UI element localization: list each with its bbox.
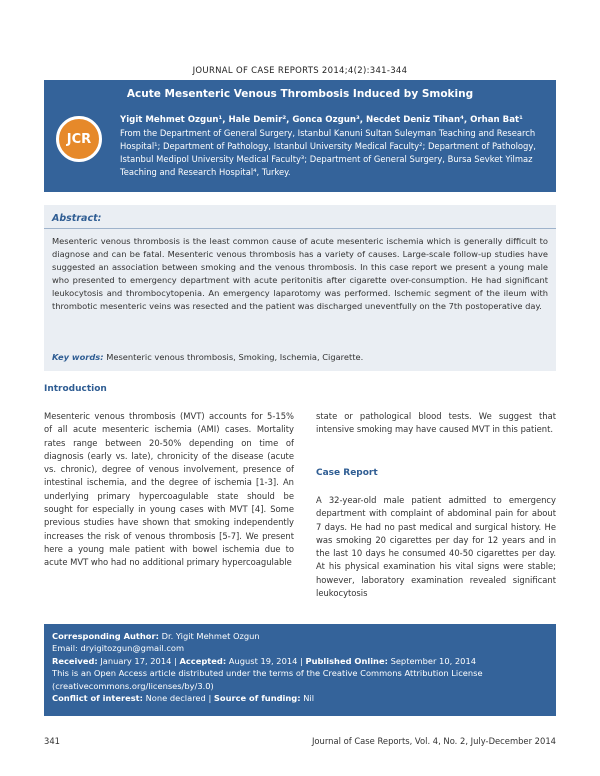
introduction-heading: Introduction <box>44 384 107 394</box>
case-report-text: A 32-year-old male patient admitted to emergency department with complaint of abdominal pain for about 7 days. He had no past medical and surgical history. He was smoking 20 cigarettes per day for 12 years and in the last 10 days he consumed 40-50 cigarettes per day. At his physical examination his vital signs were stable; however, laboratory examination revealed significant leukocytosis <box>316 495 556 599</box>
introduction-continuation: state or pathological blood tests. We suggest that intensive smoking may have caused MVT in this patient. <box>316 411 556 435</box>
corresponding-author: Dr. Yigit Mehmet Ozgun <box>161 631 260 641</box>
footer-journal-info: Journal of Case Reports, Vol. 4, No. 2, July-December 2014 <box>311 736 556 746</box>
abstract-box <box>44 205 556 371</box>
abstract-text: Mesenteric venous thrombosis is the least common cause of acute mesenteric ischemia which is generally difficult to diagnose and can be fatal. Mesenteric venous thrombosis has a variety of causes. Large-scale follow-up studies have suggested an association between smoking and the venous thrombosis. In this case report we present a young male who presented to emergency department with acute peritonitis after cigarette over-consumption. He had significant leukocytosis and thrombocytopenia. An emergency laparotomy was performed. Ischemic segment of the ileum with thrombotic mesenteric veins was resected and the patient was discharged uneventfully on the 7th postoperative day. <box>52 236 548 312</box>
keywords <box>52 352 548 362</box>
keywords-label: Key words: <box>52 352 104 362</box>
conflict-line: Conflict of interest: None declared | Source of funding: Nil <box>52 693 315 704</box>
author-list: Yigit Mehmet Ozgun¹, Hale Demir², Gonca Ozgun³, Necdet Deniz Tihan⁴, Orhan Bat¹ <box>120 115 523 125</box>
case-report-heading: Case Report <box>316 468 378 478</box>
introduction-text: Mesenteric venous thrombosis (MVT) accounts for 5-15% of all acute mesenteric ischemia (AMI) cases. Mortality rates range between 20-50% depending on time of diagnosis (early vs. late), chronicity of the disease (acute vs. chronic), degree of venous involvement, presence of intestinal ischemia, and the degree of ischemia [1-3]. An underlying primary hypercoagulable state should be sought for especially in young cases with MVT [4]. Some previous studies have shown that smoking independently increases the risk of venous thrombosis [5-7]. We present here a young male patient with bowel ischemia due to acute MVT who had no additional primary hypercoagulable <box>44 411 294 568</box>
received-date: January 17, 2014 <box>100 655 172 666</box>
affiliations: From the Department of General Surgery, Istanbul Kanuni Sultan Suleyman Teaching and Research Hospital¹; Department of Pathology, Istanbul University Medical Faculty²; Department of Pathology, Istanbul Medipol University Medical Faculty³; Department of General Surgery, Bursa Sevket Yilmaz Teaching and Research Hospital⁴, Turkey. <box>120 128 536 177</box>
keywords-text: Mesenteric venous thrombosis, Smoking, Ischemia, Cigarette. <box>106 352 364 362</box>
email-line: Email: dryigitozgun@gmail.com <box>52 643 185 654</box>
abstract-label: Abstract: <box>52 213 102 224</box>
funding-value: Nil <box>303 693 315 704</box>
authors-block <box>120 114 546 179</box>
dates-line: Received: January 17, 2014 | Accepted: August 19, 2014 | Published Online: September 10, 2014 <box>52 655 477 666</box>
published-date: September 10, 2014 <box>390 655 477 666</box>
journal-running-header: JOURNAL OF CASE REPORTS 2014;4(2):341-344 <box>192 66 408 76</box>
license-text: This is an Open Access article distributed under the terms of the Creative Commons Attribution License (creativecommons.org/licenses/by/3.0) <box>52 668 483 691</box>
abstract-divider <box>44 228 556 229</box>
article-title: Acute Mesenteric Venous Thrombosis Induced by Smoking <box>126 88 474 100</box>
article-header <box>44 80 556 192</box>
accepted-date: August 19, 2014 <box>228 655 298 666</box>
conflict-value: None declared <box>145 693 206 704</box>
jcr-logo <box>56 116 102 162</box>
logo-text: JCR <box>66 131 92 147</box>
correspondence-box <box>44 624 556 716</box>
page-number: 341 <box>44 736 60 746</box>
corresponding-author-line: Corresponding Author: Dr. Yigit Mehmet Ozgun <box>52 631 260 641</box>
